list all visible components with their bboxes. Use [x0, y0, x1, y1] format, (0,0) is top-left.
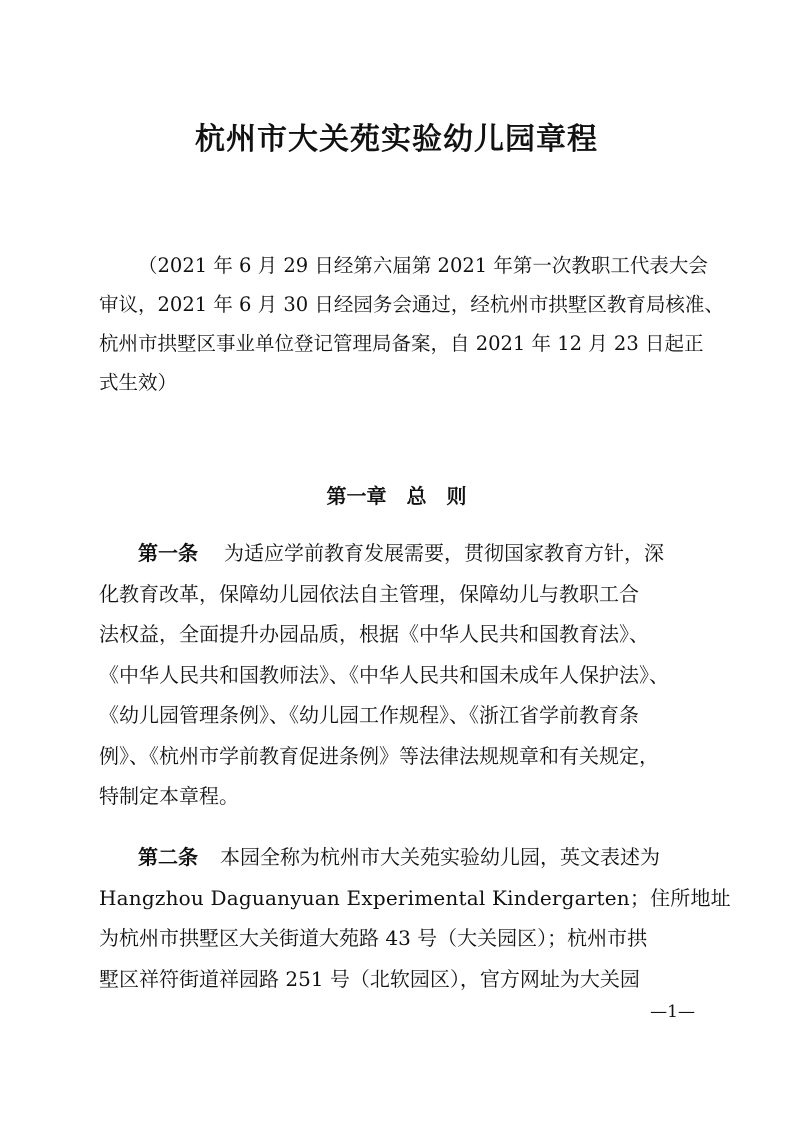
article-1 — [99, 533, 719, 817]
article-text-line: 为适应学前教育发展需要，贯彻国家教育方针，深 — [224, 541, 664, 565]
approval-note-line: 杭州市拱墅区事业单位登记管理局备案，自 2021 年 12 月 23 日起正 — [99, 332, 704, 355]
article-label: 第二条 — [138, 845, 198, 869]
article-text-line: 例》、《杭州市学前教育促进条例》等法律法规规章和有关规定， — [99, 743, 659, 768]
article-label: 第一条 — [138, 541, 198, 565]
article-text-line: Hangzhou Daguanyuan Experimental Kindergarten；住所地址 — [99, 885, 731, 910]
approval-note-line: 式生效） — [99, 371, 178, 394]
approval-note — [99, 246, 724, 402]
article-text-line: 本园全称为杭州市大关苑实验幼儿园，英文表述为 — [220, 845, 660, 869]
article-text-line: 《幼儿园管理条例》、《幼儿园工作规程》、《浙江省学前教育条 — [99, 703, 639, 727]
article-text-line: 《中华人民共和国教师法》、《中华人民共和国未成年人保护法》、 — [99, 662, 669, 687]
chapter-title: 第一章 总 则 — [326, 484, 467, 508]
article-text-line: 化教育改革，保障幼儿园依法自主管理，保障幼儿与教职工合 — [99, 581, 639, 606]
approval-note-line: 审议，2021 年 6 月 30 日经园务会通过，经杭州市拱墅区教育局核准、 — [99, 293, 724, 316]
article-text-line: 墅区祥符街道祥园路 251 号（北软园区），官方网址为大关园 — [99, 966, 640, 991]
approval-note-line: （2021 年 6 月 29 日经第六届第 2021 年第一次教职工代表大会 — [138, 254, 708, 277]
article-text-line: 为杭州市拱墅区大关街道大苑路 43 号（大关园区）；杭州市拱 — [99, 926, 648, 950]
article-text-line: 特制定本章程。 — [99, 784, 239, 808]
article-text-line: 法权益，全面提升办园品质，根据《中华人民共和国教育法》、 — [99, 622, 649, 646]
document-title: 杭州市大关苑实验幼儿园章程 — [195, 122, 598, 157]
article-first-line — [99, 837, 719, 878]
article-2 — [99, 837, 731, 999]
article-first-line — [99, 533, 719, 574]
page-number: —1— — [650, 1002, 695, 1022]
